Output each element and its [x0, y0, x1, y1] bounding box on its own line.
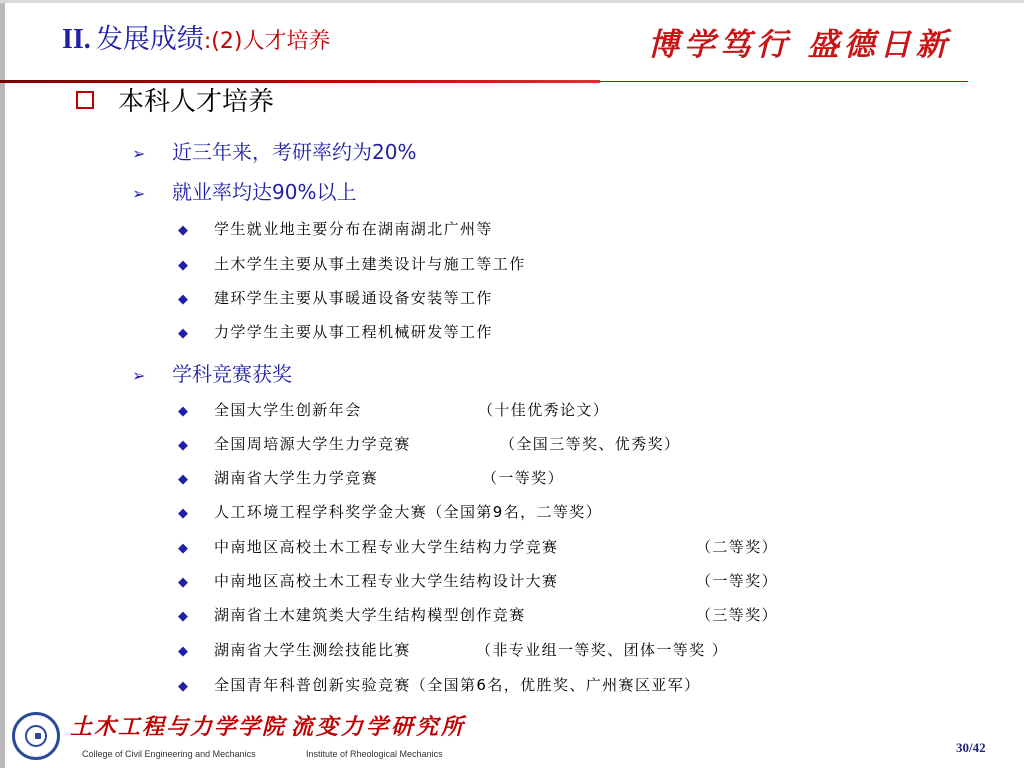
employment-item-text: 力学学生主要从事工程机械研发等工作 — [214, 323, 493, 341]
slide-frame-top — [0, 0, 1024, 3]
award-item — [178, 401, 878, 420]
award-item — [178, 572, 878, 591]
award-result: （非专业组一等奖、团体一等奖 ） — [476, 641, 729, 659]
diamond-bullet-icon: ◆ — [178, 223, 188, 238]
diamond-bullet-icon: ◆ — [178, 541, 188, 556]
employment-item — [178, 220, 493, 239]
university-seal-icon — [12, 712, 60, 760]
bullet-item — [132, 140, 416, 164]
college-calligraphy-logo: 土木工程与力学学院 — [70, 714, 287, 740]
diamond-bullet-icon: ◆ — [178, 404, 188, 419]
college-english-name: College of Civil Engineering and Mechanics — [82, 749, 256, 759]
diamond-bullet-icon: ◆ — [178, 326, 188, 341]
diamond-bullet-icon: ◆ — [178, 506, 188, 521]
employment-item — [178, 255, 526, 274]
seal-center — [35, 733, 41, 739]
diamond-bullet-icon: ◆ — [178, 575, 188, 590]
diamond-bullet-icon: ◆ — [178, 438, 188, 453]
award-result: （二等奖） — [696, 538, 779, 556]
award-item — [178, 469, 878, 488]
title-subtitle: :(2)人才培养 — [203, 29, 331, 54]
title-divider — [0, 80, 600, 83]
award-name: 中南地区高校土木工程专业大学生结构力学竞赛 — [214, 538, 559, 556]
award-result: （全国三等奖、优秀奖） — [500, 435, 681, 453]
slide-frame-left — [0, 0, 5, 768]
arrow-bullet-icon: ➢ — [132, 366, 146, 385]
employment-item — [178, 323, 493, 342]
award-result: （一等奖） — [696, 572, 779, 590]
award-name: 湖南省土木建筑类大学生结构模型创作竞赛 — [214, 606, 526, 624]
title-text: 发展成绩 — [95, 24, 204, 55]
employment-item-text: 建环学生主要从事暖通设备安装等工作 — [214, 289, 493, 307]
seal-inner-ring — [25, 725, 47, 747]
section-heading-text: 本科人才培养 — [118, 87, 275, 117]
award-item — [178, 435, 878, 454]
diamond-bullet-icon: ◆ — [178, 292, 188, 307]
bullet-item-text: 近三年来，考研率约为20% — [172, 140, 417, 164]
diamond-bullet-icon: ◆ — [178, 472, 188, 487]
title-divider-thin — [600, 81, 968, 82]
arrow-bullet-icon: ➢ — [132, 144, 146, 163]
employment-item-text: 土木学生主要从事土建类设计与施工等工作 — [214, 255, 526, 273]
diamond-bullet-icon: ◆ — [178, 679, 188, 694]
award-name: 全国周培源大学生力学竞赛 — [214, 435, 411, 453]
title-roman-numeral: II. — [62, 24, 91, 55]
award-result: （三等奖） — [696, 606, 779, 624]
institute-calligraphy-logo: 流变力学研究所 — [291, 714, 467, 740]
award-name: 湖南省大学生力学竞赛 — [214, 469, 379, 487]
award-name: 全国青年科普创新实验竞赛（全国第6名，优胜奖、广州赛区亚军） — [214, 676, 701, 694]
award-item — [178, 503, 878, 522]
institute-english-name: Institute of Rheological Mechanics — [306, 749, 443, 759]
award-result: （十佳优秀论文） — [478, 401, 610, 419]
award-item — [178, 676, 878, 695]
school-motto: 博学笃行 盛德日新 — [648, 27, 952, 63]
page-number: 30/42 — [956, 740, 986, 755]
bullet-item-text: 就业率均达90%以上 — [172, 180, 357, 204]
arrow-bullet-icon: ➢ — [132, 184, 146, 203]
award-result: （一等奖） — [482, 469, 565, 487]
award-item — [178, 641, 878, 660]
section-heading — [76, 88, 274, 118]
diamond-bullet-icon: ◆ — [178, 609, 188, 624]
award-item — [178, 538, 878, 557]
award-item — [178, 606, 878, 625]
bullet-item-text: 学科竞赛获奖 — [172, 362, 292, 386]
award-name: 人工环境工程学科奖学金大赛（全国第9名，二等奖） — [214, 503, 603, 521]
employment-item-text: 学生就业地主要分布在湖南湖北广州等 — [214, 220, 493, 238]
bullet-item — [132, 362, 292, 386]
award-name: 全国大学生创新年会 — [214, 401, 362, 419]
square-bullet-icon — [76, 91, 94, 109]
diamond-bullet-icon: ◆ — [178, 644, 188, 659]
employment-item — [178, 289, 493, 308]
bullet-item — [132, 180, 356, 204]
diamond-bullet-icon: ◆ — [178, 258, 188, 273]
award-name: 中南地区高校土木工程专业大学生结构设计大赛 — [214, 572, 559, 590]
slide-title — [62, 26, 330, 54]
award-name: 湖南省大学生测绘技能比赛 — [214, 641, 411, 659]
